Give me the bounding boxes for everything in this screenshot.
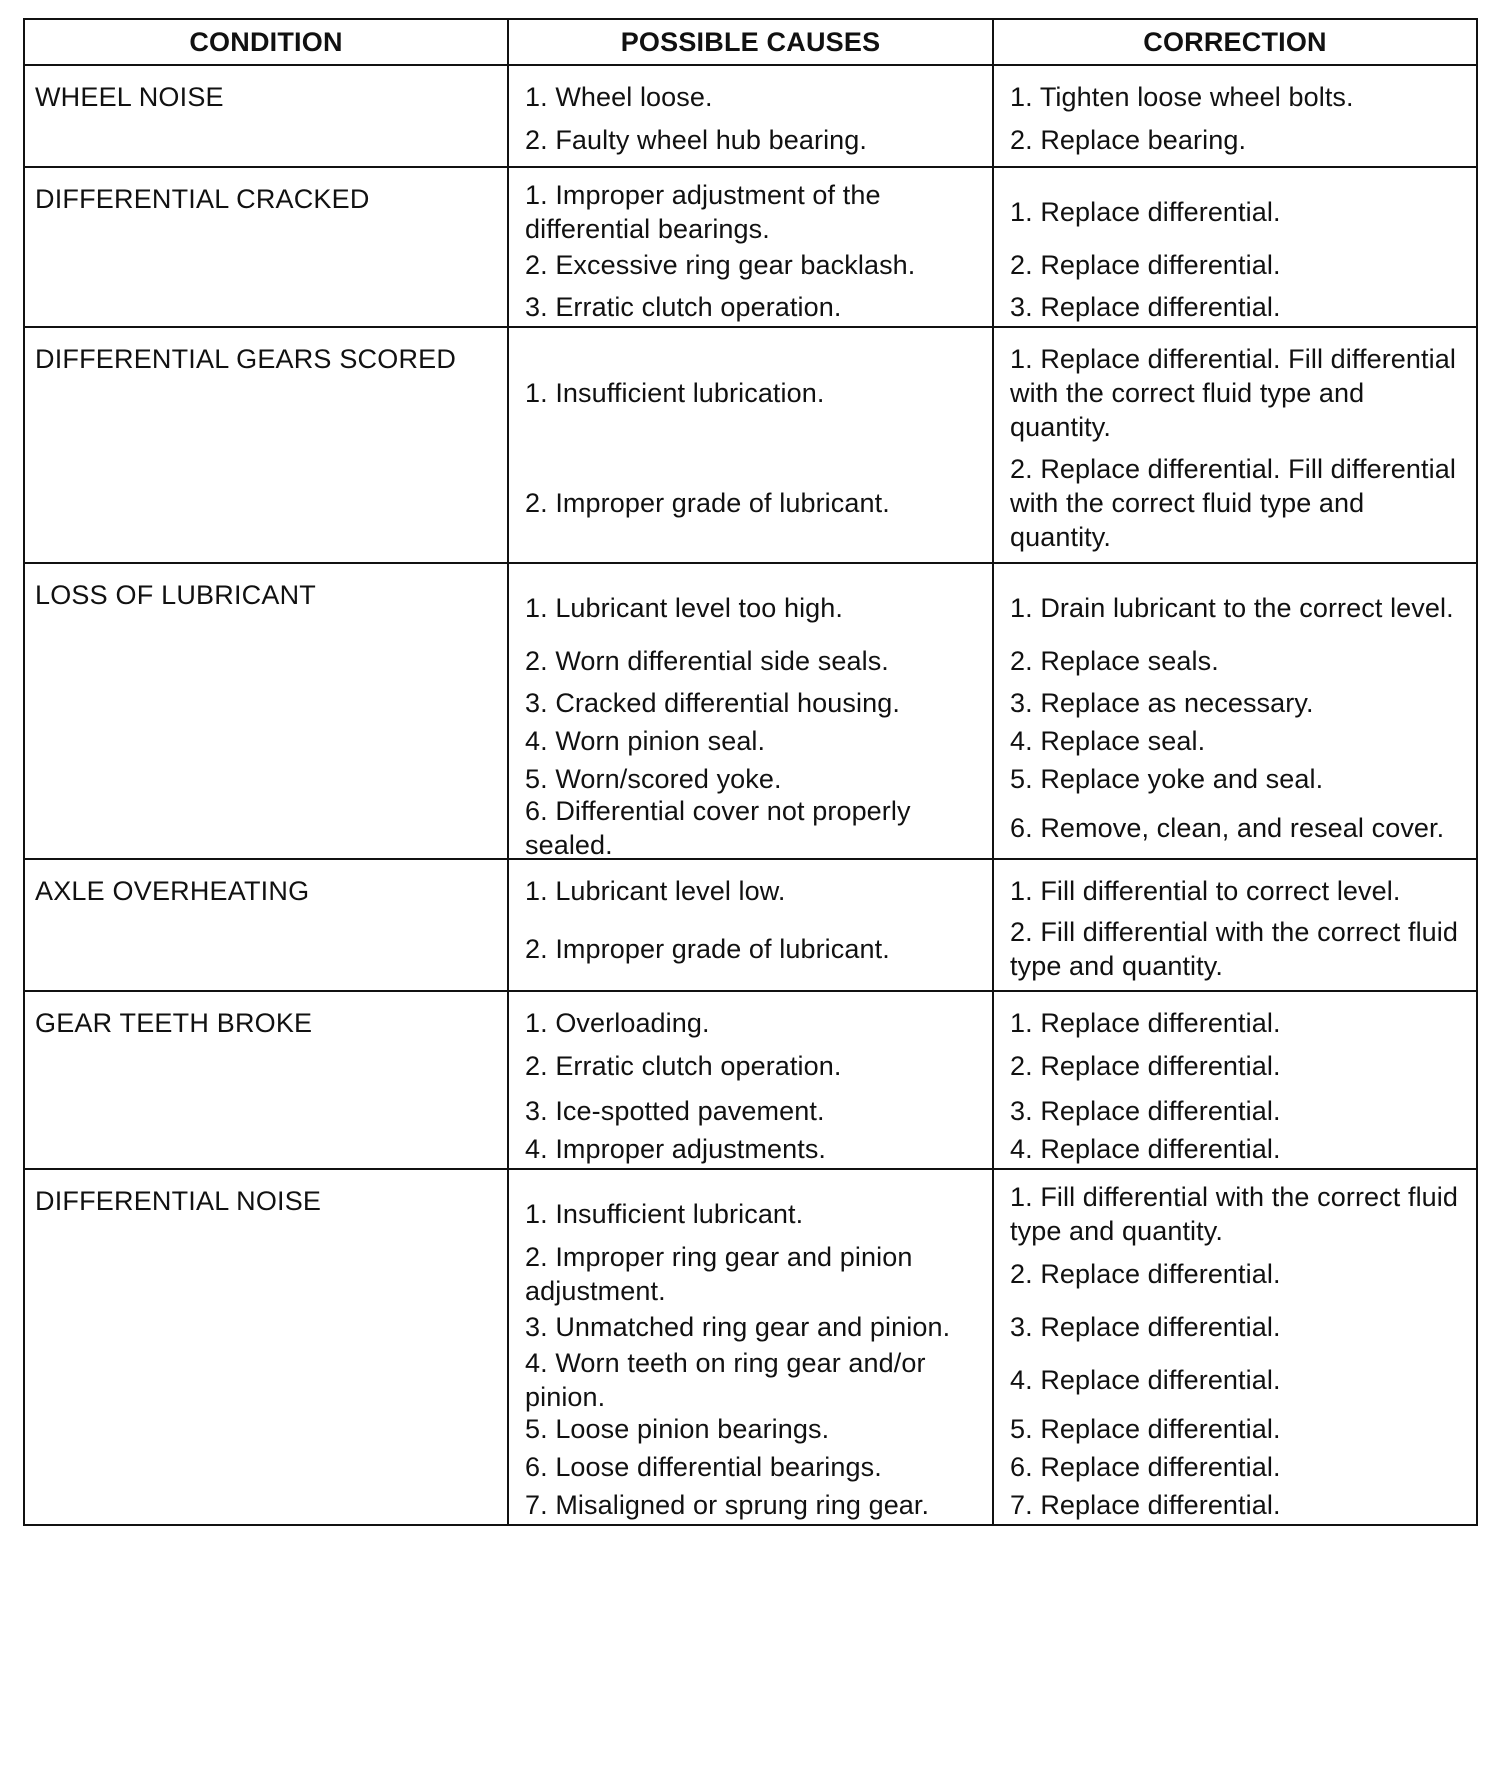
causes-cell [508,1169,993,1525]
cause-item: 2. Improper ring gear and pinion adjustment. [525,1242,913,1306]
correction-item: 2. Fill differential with the correct fluid type and quantity. [1010,917,1458,981]
header-correction: CORRECTION [993,19,1477,65]
header-condition: CONDITION [24,19,508,65]
table-body [24,65,1477,1525]
cause-item: 2. Improper grade of lubricant. [525,934,890,964]
corrections-cell [993,65,1477,167]
cause-item: 6. Differential cover not properly sealed. [525,796,911,860]
correction-item: 1. Fill differential to correct level. [1010,876,1401,906]
correction-item: 4. Replace differential. [1010,1365,1281,1395]
table-row [24,167,1477,327]
causes-cell [508,327,993,563]
diagnosis-table [23,18,1478,1526]
correction-item: 3. Replace differential. [1010,292,1281,322]
cause-item: 5. Loose pinion bearings. [525,1414,830,1444]
cause-item: 2. Worn differential side seals. [525,646,889,676]
causes-cell [508,991,993,1169]
table-header [24,19,1477,65]
correction-item: 1. Fill differential with the correct fluid type and quantity. [1010,1182,1458,1246]
correction-item: 4. Replace differential. [1010,1134,1281,1164]
cause-item: 1. Improper adjustment of the differential bearings. [525,180,881,244]
cause-item: 7. Misaligned or sprung ring gear. [525,1490,930,1520]
table-row [24,991,1477,1169]
cause-item: 1. Lubricant level too high. [525,593,844,623]
corrections-cell [993,167,1477,327]
correction-item: 2. Replace differential. Fill differential with the correct fluid type and quantity. [1010,454,1456,552]
correction-item: 1. Replace differential. [1010,1008,1281,1038]
table-row [24,859,1477,991]
correction-item: 5. Replace differential. [1010,1414,1281,1444]
corrections-cell [993,859,1477,991]
corrections-cell [993,327,1477,563]
condition-text: DIFFERENTIAL NOISE [35,1186,322,1216]
condition-cell [24,563,508,859]
condition-text: WHEEL NOISE [35,82,224,112]
correction-item: 4. Replace seal. [1010,726,1206,756]
cause-item: 2. Improper grade of lubricant. [525,488,890,518]
cause-item: 3. Erratic clutch operation. [525,292,842,322]
causes-cell [508,167,993,327]
condition-cell [24,991,508,1169]
causes-cell [508,65,993,167]
correction-item: 7. Replace differential. [1010,1490,1281,1520]
condition-cell [24,859,508,991]
condition-text: DIFFERENTIAL GEARS SCORED [35,344,457,374]
causes-cell [508,563,993,859]
cause-item: 2. Excessive ring gear backlash. [525,250,916,280]
cause-item: 6. Loose differential bearings. [525,1452,882,1482]
condition-cell [24,65,508,167]
correction-item: 2. Replace differential. [1010,1051,1281,1081]
cause-item: 3. Ice-spotted pavement. [525,1096,825,1126]
table-row [24,563,1477,859]
correction-item: 3. Replace differential. [1010,1312,1281,1342]
correction-item: 6. Replace differential. [1010,1452,1281,1482]
correction-item: 2. Replace seals. [1010,646,1219,676]
cause-item: 1. Overloading. [525,1008,710,1038]
cause-item: 1. Wheel loose. [525,82,713,112]
corrections-cell [993,563,1477,859]
correction-item: 6. Remove, clean, and reseal cover. [1010,813,1445,843]
cause-item: 2. Faulty wheel hub bearing. [525,125,868,155]
header-possible-causes: POSSIBLE CAUSES [508,19,993,65]
correction-item: 1. Tighten loose wheel bolts. [1010,82,1354,112]
header-row [24,19,1477,65]
table-row [24,327,1477,563]
causes-cell [508,859,993,991]
cause-item: 3. Unmatched ring gear and pinion. [525,1312,951,1342]
condition-cell [24,327,508,563]
condition-text: DIFFERENTIAL CRACKED [35,184,370,214]
correction-item: 1. Drain lubricant to the correct level. [1010,593,1454,623]
condition-text: LOSS OF LUBRICANT [35,580,316,610]
correction-item: 2. Replace bearing. [1010,125,1247,155]
condition-cell [24,1169,508,1525]
cause-item: 5. Worn/scored yoke. [525,764,782,794]
corrections-cell [993,991,1477,1169]
cause-item: 1. Insufficient lubrication. [525,378,825,408]
cause-item: 4. Worn pinion seal. [525,726,766,756]
table-row [24,65,1477,167]
correction-item: 3. Replace differential. [1010,1096,1281,1126]
corrections-cell [993,1169,1477,1525]
correction-item: 2. Replace differential. [1010,1259,1281,1289]
correction-item: 5. Replace yoke and seal. [1010,764,1324,794]
cause-item: 4. Worn teeth on ring gear and/or pinion. [525,1348,926,1412]
condition-text: GEAR TEETH BROKE [35,1008,313,1038]
correction-item: 1. Replace differential. Fill differential with the correct fluid type and quantity. [1010,344,1456,442]
cause-item: 1. Insufficient lubricant. [525,1199,804,1229]
condition-text: AXLE OVERHEATING [35,876,310,906]
correction-item: 3. Replace as necessary. [1010,688,1314,718]
correction-item: 2. Replace differential. [1010,250,1281,280]
cause-item: 3. Cracked differential housing. [525,688,900,718]
cause-item: 2. Erratic clutch operation. [525,1051,842,1081]
table-row [24,1169,1477,1525]
correction-item: 1. Replace differential. [1010,197,1281,227]
cause-item: 1. Lubricant level low. [525,876,786,906]
condition-cell [24,167,508,327]
cause-item: 4. Improper adjustments. [525,1134,827,1164]
